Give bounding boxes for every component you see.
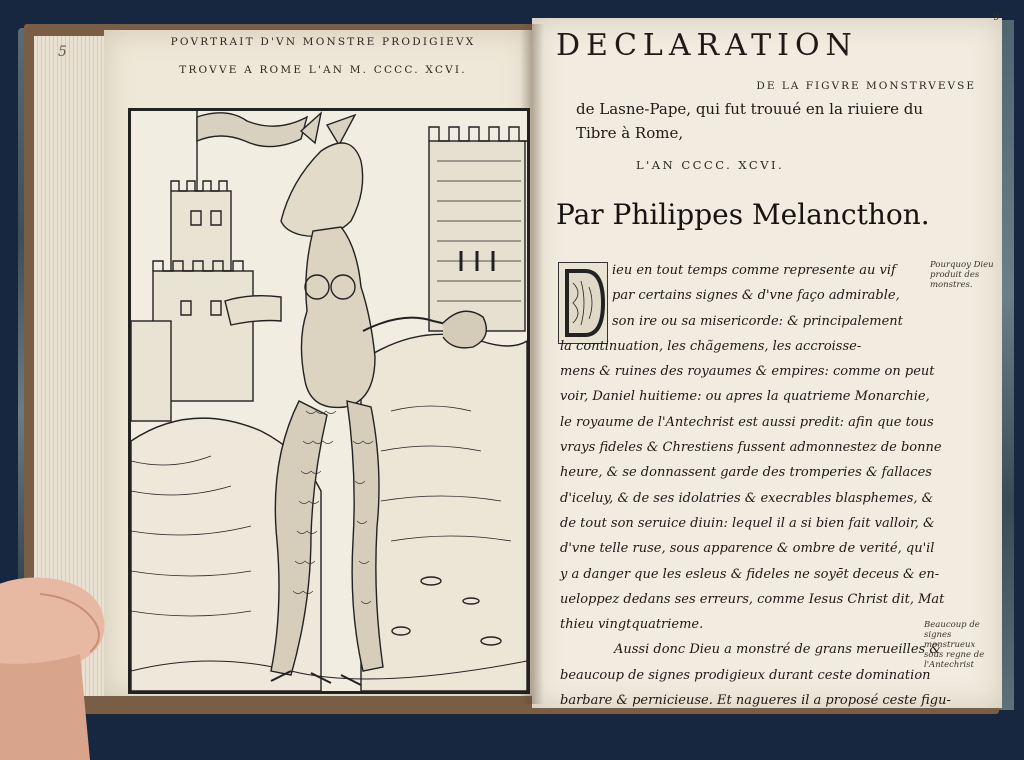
subtitle-line2: de Lasne-Pape, qui fut trouué en la riuiere du: [576, 100, 924, 118]
body-line: y a danger que les esleus & fideles ne soyēt deceus & en-: [560, 566, 940, 582]
page-title: DECLARATION: [556, 28, 858, 63]
body-line: d'iceluy, & de ses idolatries & execrables blasphemes, &: [560, 490, 934, 506]
body-line: son ire ou sa misericorde: & principalement: [612, 313, 903, 329]
woodcut-caption-line2: TROVVE A ROME L'AN M. CCCC. XCVI.: [179, 64, 467, 76]
body-line: thieu vingtquatrieme.: [560, 617, 704, 633]
margin-note: Beaucoup de signes monstrueux sous regne de l'Antechrist: [924, 620, 985, 670]
subtitle-line1: DE LA FIGVRE MONSTRVEVSE: [756, 80, 976, 92]
body-line: barbare & pernicieuse. Et nagueres il a proposé ceste figu-: [560, 693, 951, 709]
subtitle-line3: Tibre à Rome,: [576, 124, 684, 142]
body-line: vrays fideles & Chrestiens fussent admonnestez de bonne: [560, 440, 942, 456]
monster-woodcut-image: [131, 111, 527, 691]
body-line: heure, & se donnassent garde des tromperies & fallaces: [560, 465, 932, 481]
year-line: L'AN CCCC. XCVI.: [636, 158, 785, 172]
body-line: ieu en tout temps comme represente au vif: [612, 263, 896, 278]
woodcut-caption-line1: POVRTRAIT D'VN MONSTRE PRODIGIEVX: [170, 36, 476, 48]
woodcut-illustration: [128, 108, 530, 694]
thumb-holding-book: [0, 560, 120, 760]
margin-note: Pourquoy Dieu produit des monstres.: [930, 260, 994, 290]
body-line: Aussi donc Dieu a monstré de grans merueilles &: [614, 642, 941, 658]
author-line: Par Philippes Melancthon.: [556, 198, 930, 231]
body-line: de tout son seruice diuin: lequel il a si bien fait valloir, &: [560, 515, 935, 531]
body-line: voir, Daniel huitieme: ou apres la quatrieme Monarchie,: [560, 389, 930, 405]
folio-number: 5: [58, 44, 67, 60]
body-line: le royaume de l'Antechrist est aussi predit: afin que tous: [560, 414, 934, 430]
body-text: [560, 258, 951, 713]
body-line: ueloppez dedans ses erreurs, comme Iesus Christ dit, Mat: [560, 591, 945, 607]
body-line: par certains signes & d'vne faço admirable,: [612, 288, 900, 304]
signature-mark: 9: [993, 12, 1000, 23]
body-line: beaucoup de signes prodigieux durant ceste domination: [560, 667, 931, 683]
body-line: mens & ruines des royaumes & empires: comme on peut: [560, 364, 935, 380]
body-line: la continuation, les chãgemens, les accroisse-: [560, 338, 862, 354]
body-line: d'vne telle ruse, sous apparence & ombre de verité, qu'il: [560, 541, 935, 557]
